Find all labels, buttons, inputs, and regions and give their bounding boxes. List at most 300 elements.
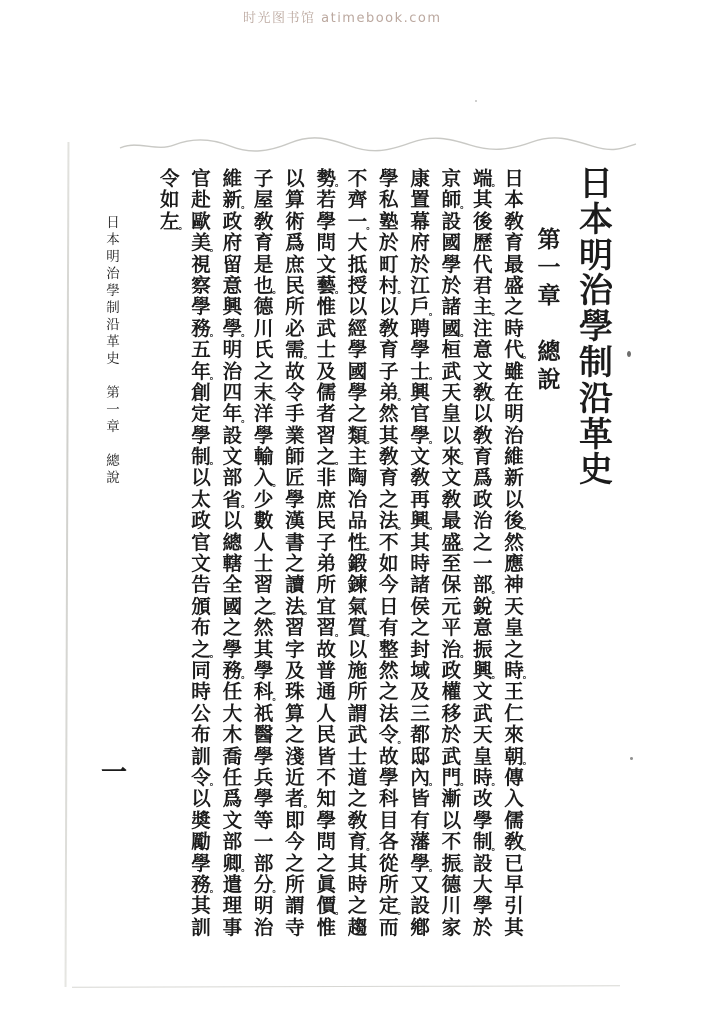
glyph: 頒	[191, 596, 211, 618]
glyph: 年 。	[222, 404, 251, 426]
glyph: 漢	[285, 511, 305, 533]
glyph: 齊	[347, 190, 368, 212]
glyph: 淺	[285, 746, 305, 768]
scan-edge-bottom-line	[72, 985, 620, 987]
glyph: 庶	[285, 254, 305, 276]
glyph: 價 。	[316, 896, 344, 918]
glyph: 然	[253, 618, 274, 640]
glyph: 所	[316, 575, 336, 597]
glyph: 本	[504, 190, 524, 212]
glyph: 大	[222, 703, 243, 725]
glyph: 習	[316, 425, 336, 447]
glyph: 三	[410, 703, 430, 725]
body-column	[440, 169, 470, 939]
glyph: 學	[472, 896, 493, 918]
glyph: 故	[316, 639, 336, 661]
glyph: 置	[410, 190, 430, 212]
glyph: 以	[441, 425, 462, 447]
glyph: 鍊	[347, 575, 368, 597]
glyph: 設	[441, 211, 462, 233]
glyph: 明	[579, 237, 613, 275]
glyph: 育 。	[347, 832, 376, 854]
glyph: 皇	[504, 618, 524, 640]
glyph: 有	[379, 618, 399, 640]
glyph: 維	[504, 447, 524, 469]
glyph: 藩	[410, 832, 430, 854]
glyph: 士 。	[410, 361, 438, 383]
glyph: 讀	[285, 575, 305, 597]
glyph: 官	[191, 532, 211, 554]
glyph: 一	[537, 255, 561, 280]
glyph: 定 。	[379, 896, 407, 918]
glyph: 五	[191, 340, 211, 362]
glyph: 以	[285, 169, 305, 190]
glyph: 育	[472, 447, 493, 469]
glyph: 其	[191, 896, 211, 918]
glyph: 在	[504, 382, 524, 404]
glyph: 町	[379, 254, 399, 276]
glyph: 類 。	[347, 425, 376, 447]
glyph: 惟	[316, 917, 336, 939]
glyph: 文	[410, 447, 430, 469]
glyph: 戶 。	[410, 297, 438, 319]
glyph: 令 。	[191, 767, 219, 789]
glyph: 第	[537, 227, 561, 252]
margin-running-title	[103, 214, 123, 486]
glyph: 來 。	[441, 447, 470, 469]
glyph: 元	[441, 596, 462, 618]
glyph: 日	[106, 215, 120, 230]
glyph: 學	[106, 283, 120, 298]
glyph: 府	[410, 233, 430, 255]
glyph: 科	[379, 789, 399, 811]
glyph: 漸	[441, 789, 462, 811]
glyph: 以	[222, 511, 243, 533]
chapter-heading	[534, 226, 564, 394]
glyph: 神	[504, 575, 524, 597]
glyph: 文	[222, 810, 243, 832]
glyph: 學 。	[410, 425, 438, 447]
glyph: 學	[253, 746, 274, 768]
glyph: 學 。	[410, 853, 438, 875]
glyph: 士	[316, 340, 336, 362]
glyph: 革	[106, 334, 120, 349]
glyph: 聘	[410, 318, 430, 340]
glyph: 授	[347, 275, 368, 297]
glyph: 然	[379, 660, 399, 682]
glyph: 時	[504, 318, 524, 340]
glyph: 公	[191, 703, 211, 725]
glyph: 訓	[191, 917, 211, 939]
glyph: 匠	[285, 468, 305, 490]
glyph: 奬	[191, 810, 211, 832]
glyph: 需 。	[285, 340, 313, 362]
glyph: 德	[441, 874, 462, 896]
glyph: 以	[504, 489, 524, 511]
glyph: 最	[441, 511, 462, 533]
glyph: 邸	[410, 746, 430, 768]
glyph: 引	[504, 896, 524, 918]
glyph: 士	[347, 746, 368, 768]
glyph: 沿	[579, 380, 613, 418]
body-column	[503, 169, 532, 939]
glyph: 及	[410, 682, 430, 704]
body-column	[409, 169, 438, 939]
glyph: 同	[191, 660, 211, 682]
glyph: 視	[191, 254, 211, 276]
glyph: 文	[472, 682, 493, 704]
glyph: 之	[379, 489, 399, 511]
glyph: 所	[285, 874, 305, 896]
glyph: 之	[410, 618, 430, 640]
glyph: 政	[472, 489, 493, 511]
glyph: 師	[285, 447, 305, 469]
glyph: 其	[472, 190, 493, 212]
glyph: 敎	[379, 318, 399, 340]
glyph: 弟 。	[379, 382, 407, 404]
glyph: 諸	[410, 575, 430, 597]
glyph: 歐	[191, 211, 211, 233]
glyph: 國	[347, 361, 368, 383]
glyph: 一	[106, 402, 120, 417]
glyph: 弟	[316, 554, 336, 576]
glyph: 於	[441, 275, 462, 297]
glyph: 文	[472, 361, 493, 383]
glyph: 設	[410, 896, 430, 918]
glyph: 有	[410, 810, 430, 832]
glyph: 府	[222, 233, 243, 255]
glyph: 從	[379, 853, 399, 875]
glyph: 學	[316, 810, 336, 832]
glyph: 學	[579, 309, 613, 347]
glyph: 若	[316, 190, 336, 212]
glyph: 其	[410, 532, 430, 554]
body-text	[149, 169, 532, 939]
glyph: 之 。	[191, 639, 219, 661]
glyph: 謂	[285, 896, 305, 918]
glyph: 說	[106, 470, 120, 485]
body-column	[284, 169, 313, 939]
glyph: 其	[253, 639, 274, 661]
glyph: 大	[347, 233, 368, 255]
glyph: 一	[472, 554, 493, 576]
glyph: 書	[285, 532, 305, 554]
glyph: 今	[285, 832, 305, 854]
glyph: 官	[410, 404, 430, 426]
glyph: 塾	[379, 211, 399, 233]
glyph: 宜	[316, 596, 336, 618]
glyph: 之	[285, 554, 305, 576]
glyph: 算	[285, 190, 305, 212]
glyph: 民	[316, 511, 336, 533]
glyph: 珠	[285, 682, 305, 704]
glyph: 君	[472, 275, 493, 297]
glyph: 日	[579, 166, 613, 203]
glyph: 所	[347, 682, 368, 704]
glyph: 省 。	[222, 489, 251, 511]
glyph: 理	[222, 896, 243, 918]
glyph: 至	[441, 554, 462, 576]
glyph: 興	[410, 382, 430, 404]
glyph: 眞	[316, 874, 336, 896]
glyph: 勢 。	[316, 169, 344, 190]
glyph: 明	[253, 896, 274, 918]
glyph: 天	[472, 725, 493, 747]
glyph: 學	[441, 254, 462, 276]
glyph: 部	[253, 853, 274, 875]
glyph: 最	[504, 254, 524, 276]
glyph: 村 。	[379, 275, 407, 297]
glyph: 政	[191, 511, 211, 533]
glyph: 陶	[347, 468, 368, 490]
glyph: 政	[441, 660, 462, 682]
scan-speck	[475, 100, 477, 102]
glyph: 章	[537, 283, 561, 308]
glyph: 務 。	[191, 318, 219, 340]
glyph: 之 。	[253, 596, 282, 618]
glyph: 木	[222, 725, 243, 747]
glyph: 部 。	[472, 575, 501, 597]
glyph: 學	[379, 767, 399, 789]
glyph: 兵	[253, 767, 274, 789]
glyph: 總	[537, 339, 561, 364]
glyph: 治	[222, 361, 243, 383]
glyph: 治	[472, 511, 493, 533]
glyph: 川	[253, 318, 274, 340]
glyph: 武	[316, 318, 336, 340]
glyph: 之	[504, 639, 524, 661]
glyph: 而	[379, 917, 399, 939]
glyph: 太	[191, 489, 211, 511]
glyph: 學	[285, 489, 305, 511]
glyph: 任	[222, 767, 243, 789]
glyph: 抵	[347, 254, 368, 276]
glyph: 學	[253, 789, 274, 811]
glyph: 育	[379, 340, 399, 362]
glyph: 官	[191, 169, 211, 190]
glyph: 敎	[441, 489, 462, 511]
glyph: 盛	[504, 275, 524, 297]
glyph: 爲	[222, 789, 243, 811]
glyph: 學	[316, 211, 336, 233]
glyph: 鄕	[410, 917, 430, 939]
glyph: 移	[441, 703, 462, 725]
glyph: 醫	[253, 725, 274, 747]
glyph: 代	[472, 254, 493, 276]
glyph: 諸	[441, 297, 462, 319]
glyph: 時 。	[472, 767, 501, 789]
body-column	[472, 169, 501, 939]
glyph: 必	[285, 318, 305, 340]
glyph: 所	[285, 297, 305, 319]
glyph: 章	[106, 419, 120, 434]
glyph: 設	[222, 425, 243, 447]
glyph: 問	[316, 233, 336, 255]
glyph: 天	[504, 596, 524, 618]
glyph: 科 。	[253, 682, 282, 704]
glyph: 革	[579, 416, 613, 454]
glyph: 之	[285, 725, 305, 747]
glyph: 之	[285, 853, 305, 875]
glyph: 業	[285, 425, 305, 447]
glyph: 振 。	[441, 853, 470, 875]
glyph: 人	[316, 703, 336, 725]
glyph: 康	[410, 169, 430, 190]
glyph: 制	[579, 344, 613, 382]
glyph: 學	[222, 639, 243, 661]
glyph: 敎	[472, 425, 493, 447]
glyph: 日	[504, 169, 524, 190]
glyph: 不	[347, 169, 368, 190]
glyph: 興	[222, 297, 243, 319]
glyph: 赴	[191, 190, 211, 212]
glyph: 察	[191, 275, 211, 297]
glyph: 文	[316, 254, 336, 276]
glyph: 意	[222, 275, 243, 297]
glyph: 輸	[253, 447, 274, 469]
glyph: 敎 。	[504, 832, 532, 854]
glyph: 施	[347, 660, 368, 682]
glyph: 習	[253, 575, 274, 597]
glyph: 總	[106, 453, 120, 468]
glyph: 學	[191, 425, 211, 447]
glyph: 以	[191, 468, 211, 490]
glyph: 天	[441, 382, 462, 404]
glyph: 德	[253, 297, 274, 319]
glyph: 江	[410, 275, 430, 297]
glyph: 朝 。	[504, 746, 532, 768]
glyph: 興 。	[410, 511, 438, 533]
glyph: 民	[316, 725, 336, 747]
glyph: 時 。	[504, 660, 532, 682]
glyph: 史	[579, 452, 613, 490]
glyph: 如	[379, 554, 399, 576]
glyph: 全	[222, 575, 243, 597]
glyph: 之	[379, 682, 399, 704]
body-column	[253, 169, 282, 939]
glyph: 其	[379, 425, 399, 447]
glyph: 雖	[504, 361, 524, 383]
glyph: 數	[253, 511, 274, 533]
glyph: 普	[316, 660, 336, 682]
glyph: 以	[347, 639, 368, 661]
glyph: 第	[106, 385, 120, 400]
glyph: 振	[472, 639, 493, 661]
glyph: 新	[504, 468, 524, 490]
glyph: 政	[222, 211, 243, 233]
glyph: 敎	[379, 447, 399, 469]
glyph: 皆	[316, 746, 336, 768]
glyph: 卿 。	[222, 853, 251, 875]
glyph: 目	[379, 810, 399, 832]
glyph: 今	[379, 575, 399, 597]
glyph: 明	[106, 249, 120, 264]
glyph: 敎	[253, 211, 274, 233]
glyph: 之	[347, 404, 368, 426]
glyph: 也 。	[253, 275, 282, 297]
glyph: 師 。	[441, 190, 470, 212]
glyph: 祇	[253, 703, 274, 725]
glyph: 鍛	[347, 554, 368, 576]
glyph: 爲	[285, 233, 305, 255]
glyph: 本	[579, 201, 613, 239]
glyph: 於	[441, 725, 462, 747]
glyph: 人	[253, 532, 274, 554]
glyph: 務 。	[222, 660, 251, 682]
glyph: 權	[441, 682, 462, 704]
glyph: 洋	[253, 404, 274, 426]
glyph: 喬	[222, 746, 243, 768]
glyph: 是	[253, 254, 274, 276]
glyph: 又	[410, 874, 430, 896]
glyph: 屋	[253, 190, 274, 212]
glyph: 武	[472, 703, 493, 725]
body-column	[159, 169, 188, 939]
glyph: 爲	[472, 468, 493, 490]
glyph: 入	[504, 789, 524, 811]
glyph: 注	[472, 318, 493, 340]
glyph: 少	[253, 489, 274, 511]
glyph: 國 。	[441, 318, 470, 340]
watermark: 时光图书馆 atimebook.com	[243, 11, 442, 26]
glyph: 然	[379, 404, 399, 426]
glyph: 入 。	[253, 468, 282, 490]
glyph: 藝 。	[316, 275, 344, 297]
glyph: 轄	[222, 554, 243, 576]
glyph: 家	[441, 917, 462, 939]
glyph: 史	[106, 351, 120, 366]
glyph: 不	[379, 532, 399, 554]
glyph: 謂	[347, 703, 368, 725]
glyph: 學	[472, 810, 493, 832]
glyph: 美 。	[191, 233, 219, 255]
glyph: 主 。	[472, 297, 501, 319]
glyph: 育	[253, 233, 274, 255]
glyph: 國	[441, 233, 462, 255]
glyph: 之	[504, 297, 524, 319]
glyph: 末 。	[253, 382, 282, 404]
glyph: 傳	[504, 767, 524, 789]
glyph: 氣	[347, 596, 368, 618]
glyph: 及	[285, 660, 305, 682]
glyph: 治	[106, 266, 120, 281]
body-column	[221, 169, 251, 939]
glyph: 文	[191, 554, 211, 576]
glyph: 令 。	[379, 725, 407, 747]
glyph: 冶	[347, 489, 368, 511]
glyph: 學 。	[222, 318, 251, 340]
glyph: 本	[106, 232, 120, 247]
glyph: 訓	[191, 746, 211, 768]
glyph: 後 。	[504, 511, 532, 533]
glyph: 學	[253, 660, 274, 682]
glyph: 敎	[347, 810, 368, 832]
body-column	[190, 169, 219, 939]
glyph: 之	[222, 618, 243, 640]
glyph: 新 。	[222, 190, 251, 212]
glyph: 育	[379, 468, 399, 490]
glyph: 於	[410, 254, 430, 276]
glyph: 學	[347, 340, 368, 362]
glyph: 民	[285, 275, 305, 297]
glyph: 通	[316, 682, 336, 704]
glyph: 保	[441, 575, 462, 597]
glyph: 內 。	[410, 767, 438, 789]
glyph: 皆	[410, 789, 430, 811]
glyph: 道	[347, 767, 368, 789]
glyph: 治	[579, 273, 613, 311]
glyph: 學	[191, 853, 211, 875]
